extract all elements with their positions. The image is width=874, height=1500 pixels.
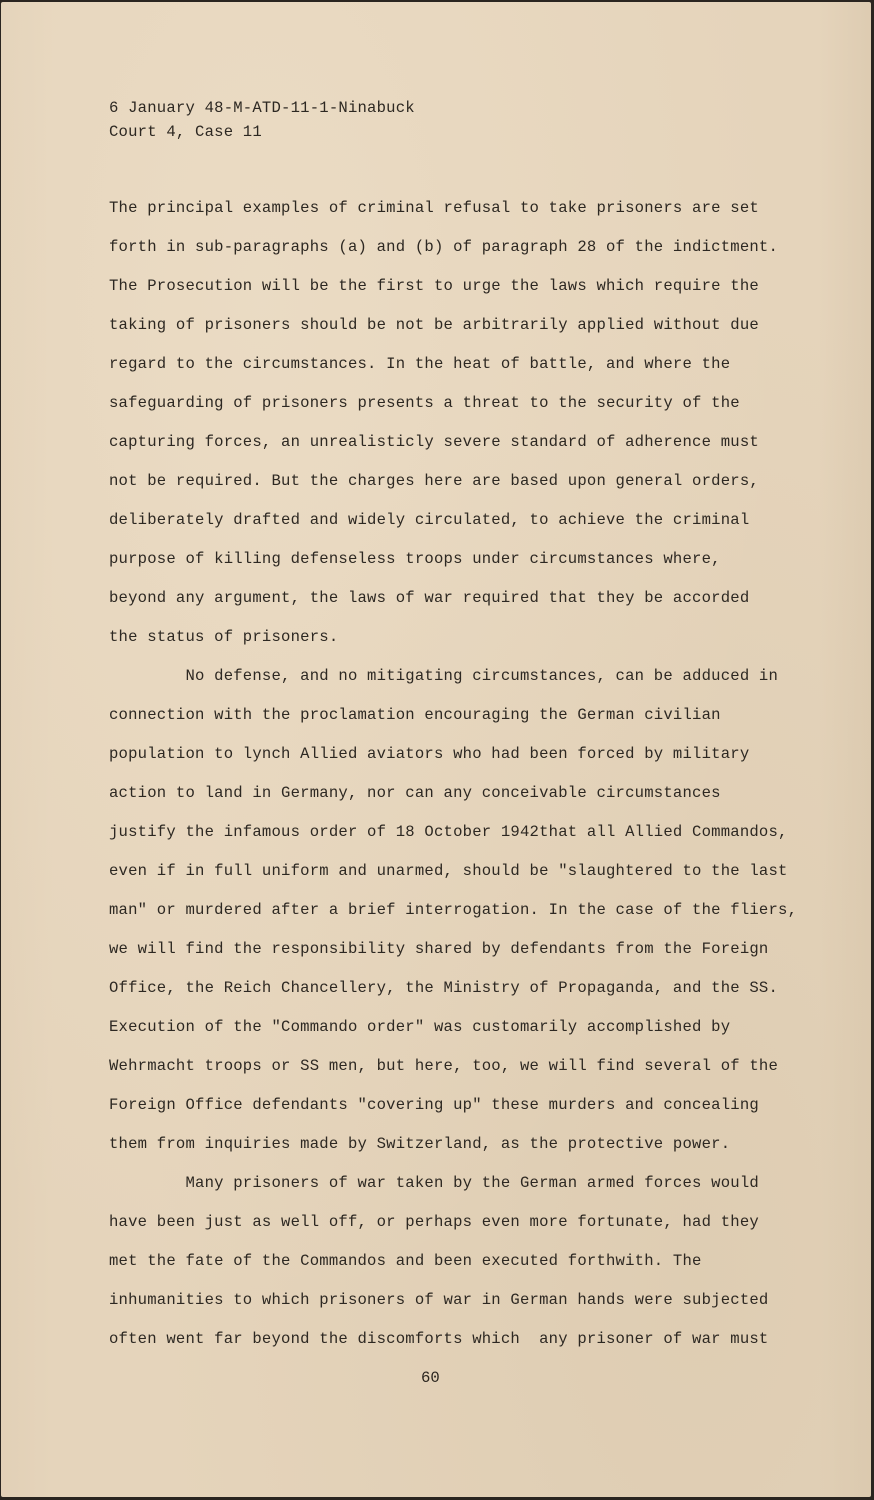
document-page <box>1 2 871 1497</box>
text-line: Office, the Reich Chancellery, the Ministry of Propaganda, and the SS. <box>109 979 779 997</box>
text-line: action to land in Germany, nor can any conceivable circumstances <box>109 784 721 802</box>
text-line: inhumanities to which prisoners of war in German hands were subjected <box>109 1291 769 1309</box>
text-line: capturing forces, an unrealisticly severe standard of adherence must <box>109 433 759 451</box>
text-line: safeguarding of prisoners presents a threat to the security of the <box>109 394 740 412</box>
header-docket-line: 6 January 48-M-ATD-11-1-Ninabuck <box>109 99 415 117</box>
text-line: Many prisoners of war taken by the German armed forces would <box>109 1174 759 1192</box>
text-line: population to lynch Allied aviators who had been forced by military <box>109 745 750 763</box>
text-line: The Prosecution will be the first to urge the laws which require the <box>109 277 759 295</box>
text-line: them from inquiries made by Switzerland, as the protective power. <box>109 1135 731 1153</box>
text-line: purpose of killing defenseless troops under circumstances where, <box>109 550 721 568</box>
text-line: regard to the circumstances. In the heat of battle, and where the <box>109 355 731 373</box>
text-line: man" or murdered after a brief interrogation. In the case of the fliers, <box>109 901 798 919</box>
header-court-line: Court 4, Case 11 <box>109 123 262 141</box>
text-line: Foreign Office defendants "covering up" these murders and concealing <box>109 1096 759 1114</box>
text-line: we will find the responsibility shared by defendants from the Foreign <box>109 940 769 958</box>
page-number: 60 <box>421 1369 440 1387</box>
text-line: justify the infamous order of 18 October 1942that all Allied Commandos, <box>109 823 788 841</box>
text-line: taking of prisoners should be not be arbitrarily applied without due <box>109 316 759 334</box>
text-line: Execution of the "Commando order" was customarily accomplished by <box>109 1018 731 1036</box>
text-line: met the fate of the Commandos and been executed forthwith. The <box>109 1252 702 1270</box>
text-line: often went far beyond the discomforts which any prisoner of war must <box>109 1330 769 1348</box>
text-line: Wehrmacht troops or SS men, but here, too, we will find several of the <box>109 1057 779 1075</box>
text-line: have been just as well off, or perhaps even more fortunate, had they <box>109 1213 759 1231</box>
text-line: not be required. But the charges here are based upon general orders, <box>109 472 759 490</box>
text-line: deliberately drafted and widely circulated, to achieve the criminal <box>109 511 750 529</box>
text-line: The principal examples of criminal refusal to take prisoners are set <box>109 199 759 217</box>
text-line: No defense, and no mitigating circumstances, can be adduced in <box>109 667 779 685</box>
text-line: even if in full uniform and unarmed, should be "slaughtered to the last <box>109 862 788 880</box>
text-line: beyond any argument, the laws of war required that they be accorded <box>109 589 750 607</box>
text-line: connection with the proclamation encouraging the German civilian <box>109 706 721 724</box>
text-line: the status of prisoners. <box>109 628 339 646</box>
text-line: forth in sub-paragraphs (a) and (b) of paragraph 28 of the indictment. <box>109 238 779 256</box>
